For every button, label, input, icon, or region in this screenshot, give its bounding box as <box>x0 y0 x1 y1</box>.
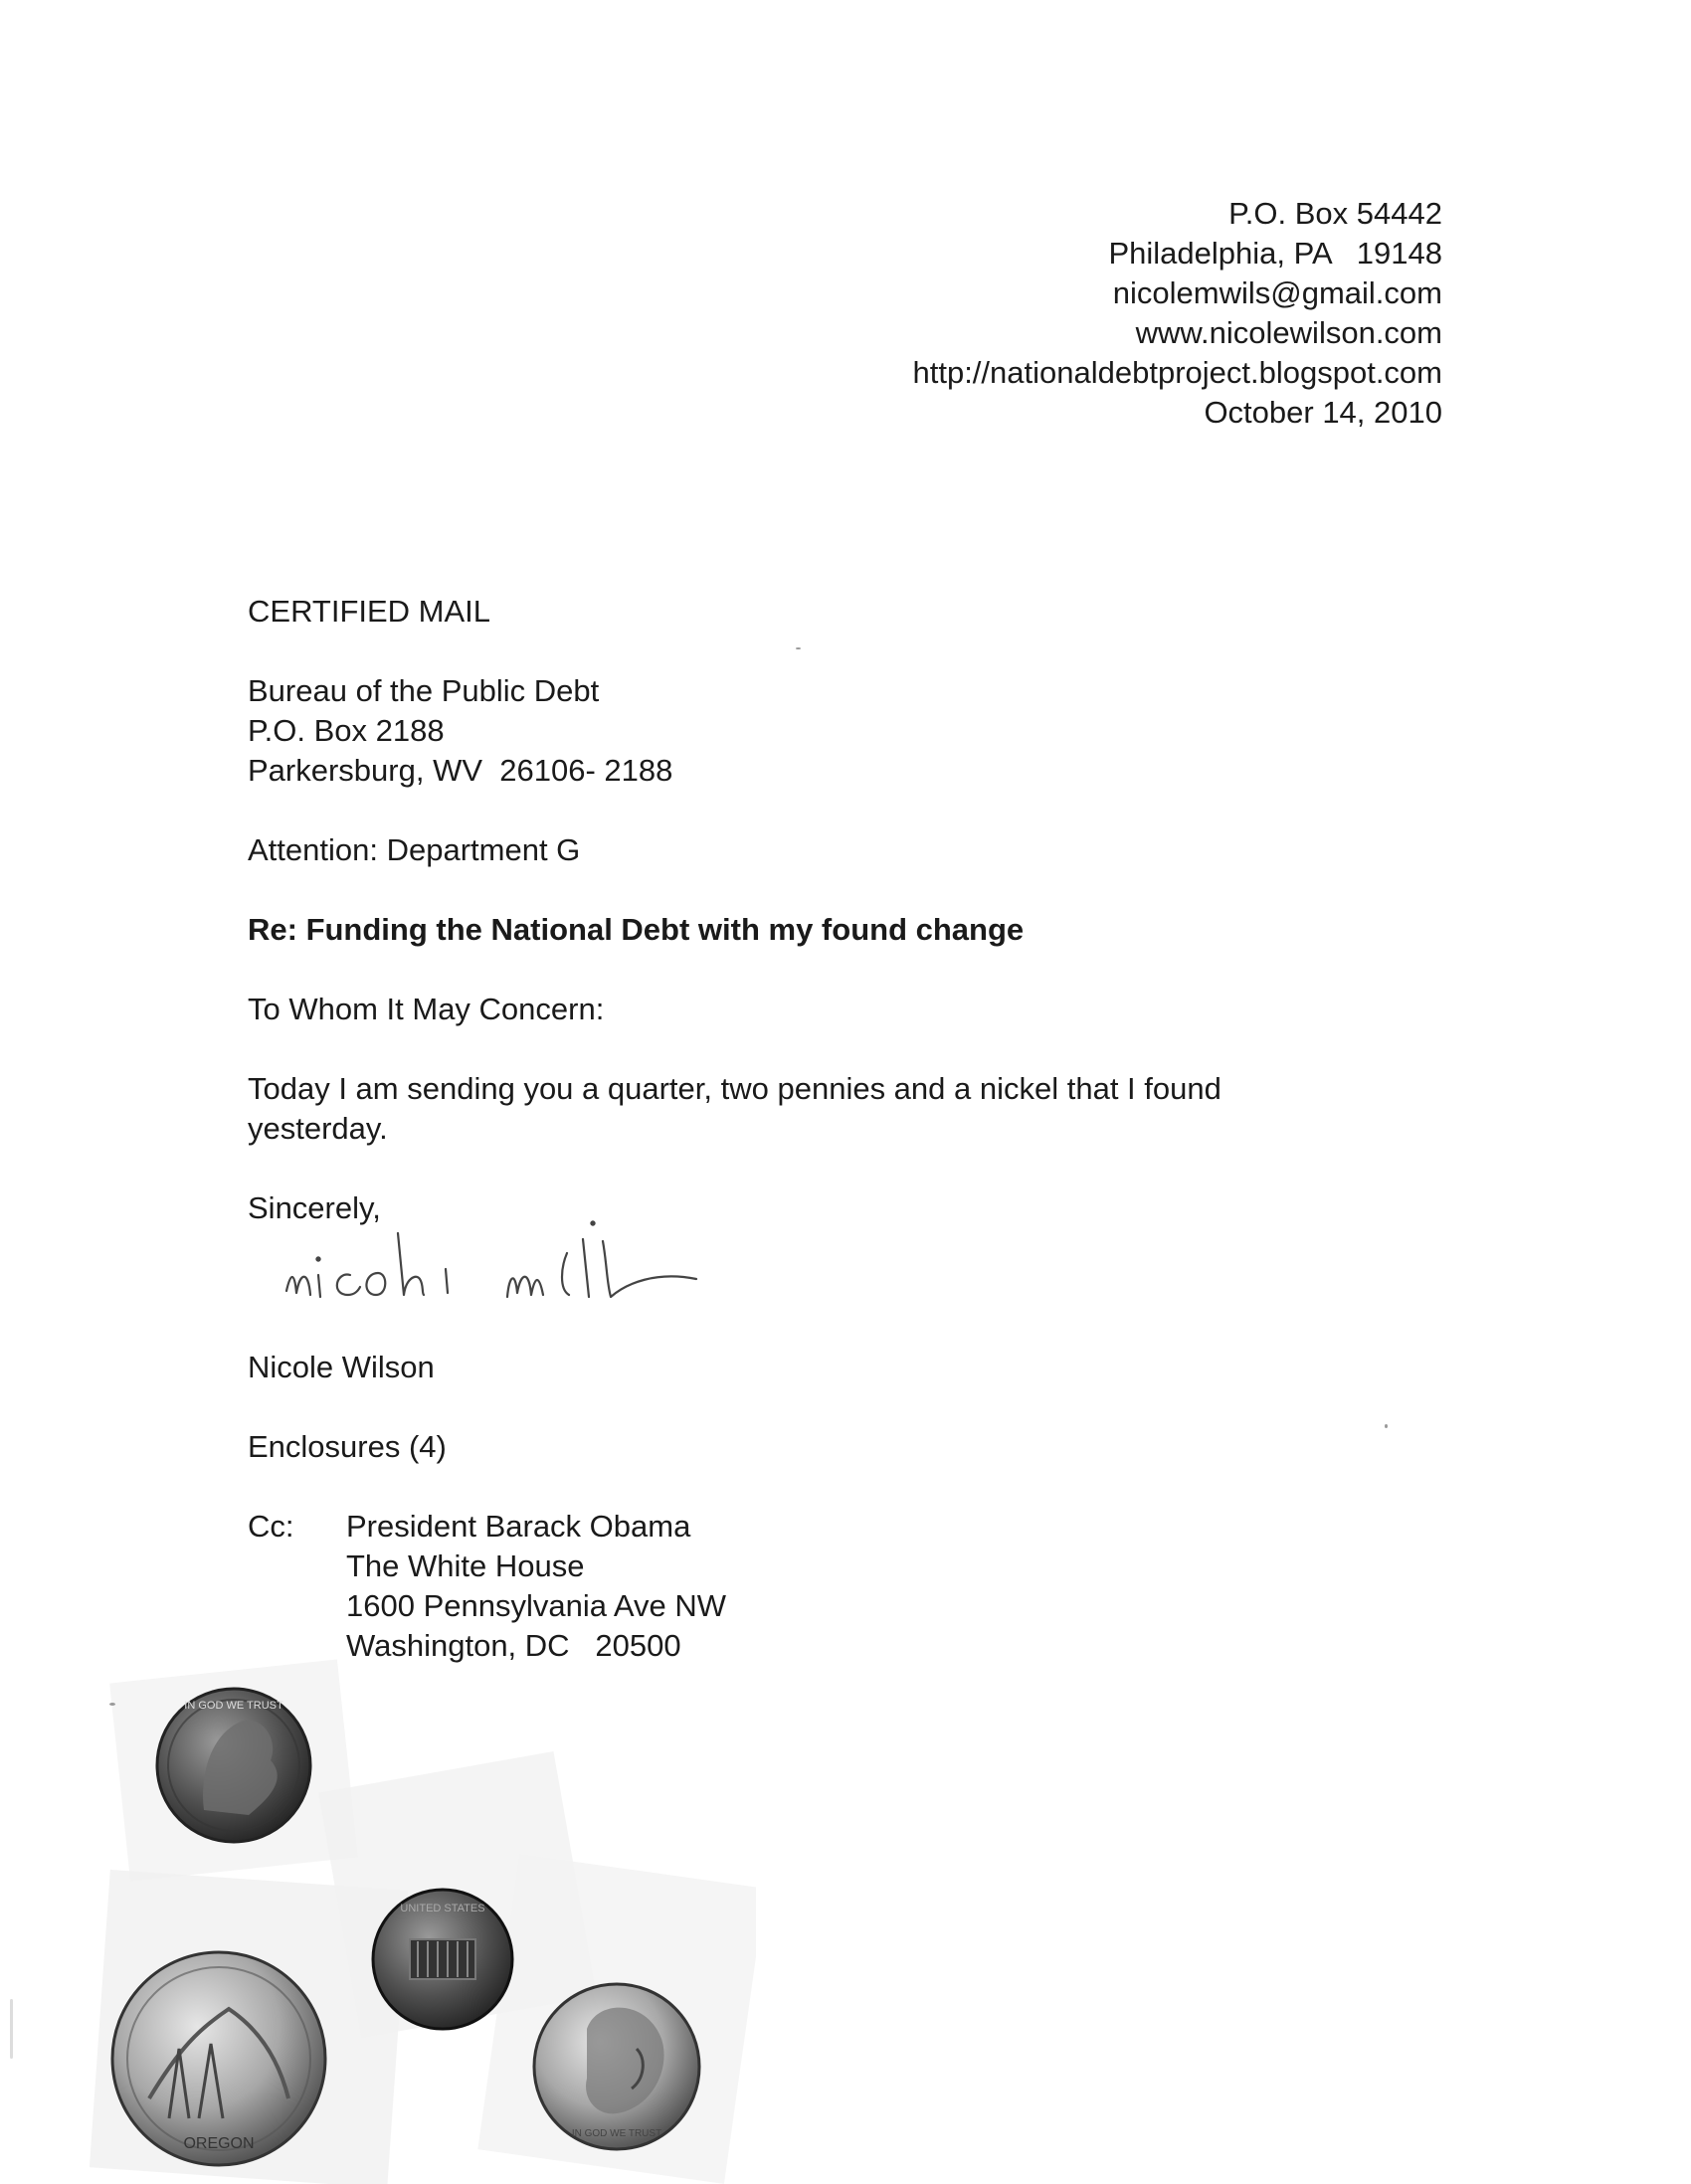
svg-text:IN GOD WE TRUST: IN GOD WE TRUST <box>571 2128 662 2139</box>
recipient-name: Bureau of the Public Debt <box>248 673 600 708</box>
sender-website: www.nicolewilson.com <box>1135 315 1442 350</box>
recipient-address-line1: P.O. Box 2188 <box>248 713 445 748</box>
sender-email: nicolemwils@gmail.com <box>1112 275 1442 310</box>
svg-text:UNITED STATES: UNITED STATES <box>400 1903 485 1914</box>
sender-address-line2: Philadelphia, PA 19148 <box>1108 236 1442 271</box>
salutation: To Whom It May Concern: <box>248 992 605 1026</box>
subject-line: Re: Funding the National Debt with my found change <box>248 912 1025 947</box>
scan-edge-shadow <box>10 1999 13 2059</box>
nickel-coin-jefferson <box>534 1984 699 2149</box>
closing: Sincerely, <box>248 1190 381 1225</box>
penny-coin-lincoln <box>157 1689 310 1842</box>
mailing-method: CERTIFIED MAIL <box>248 594 491 629</box>
recipient-address-line2: Parkersburg, WV 26106- 2188 <box>248 753 673 788</box>
penny-coin-memorial <box>373 1890 512 2029</box>
scan-speck <box>109 1703 115 1706</box>
recipient-block <box>248 671 672 791</box>
attention-line: Attention: Department G <box>248 832 581 867</box>
enclosures-line: Enclosures (4) <box>248 1429 447 1464</box>
quarter-coin-oregon <box>112 1952 325 2165</box>
sender-address-line1: P.O. Box 54442 <box>1228 196 1442 231</box>
taped-coins <box>0 1651 756 2184</box>
scan-speck <box>1385 1424 1388 1428</box>
signer-name: Nicole Wilson <box>248 1350 435 1384</box>
sender-block <box>912 194 1442 433</box>
cc-line1: President Barack Obama <box>346 1509 691 1544</box>
body-paragraph <box>248 1069 1221 1149</box>
cc-line2: The White House <box>346 1548 585 1583</box>
cc-label: Cc: <box>248 1509 294 1544</box>
body-line2: yesterday. <box>248 1111 388 1146</box>
cc-recipient-block <box>346 1507 726 1666</box>
letter-date: October 14, 2010 <box>1204 395 1442 430</box>
cc-line3: 1600 Pennsylvania Ave NW <box>346 1588 726 1623</box>
cc-line4: Washington, DC 20500 <box>346 1628 681 1663</box>
body-line1: Today I am sending you a quarter, two pennies and a nickel that I found <box>248 1071 1221 1106</box>
scan-speck <box>796 647 801 649</box>
svg-text:IN GOD WE TRUST: IN GOD WE TRUST <box>184 1700 283 1712</box>
svg-text:OREGON: OREGON <box>183 2135 255 2152</box>
handwritten-signature <box>279 1213 796 1323</box>
sender-blog: http://nationaldebtproject.blogspot.com <box>912 355 1442 390</box>
